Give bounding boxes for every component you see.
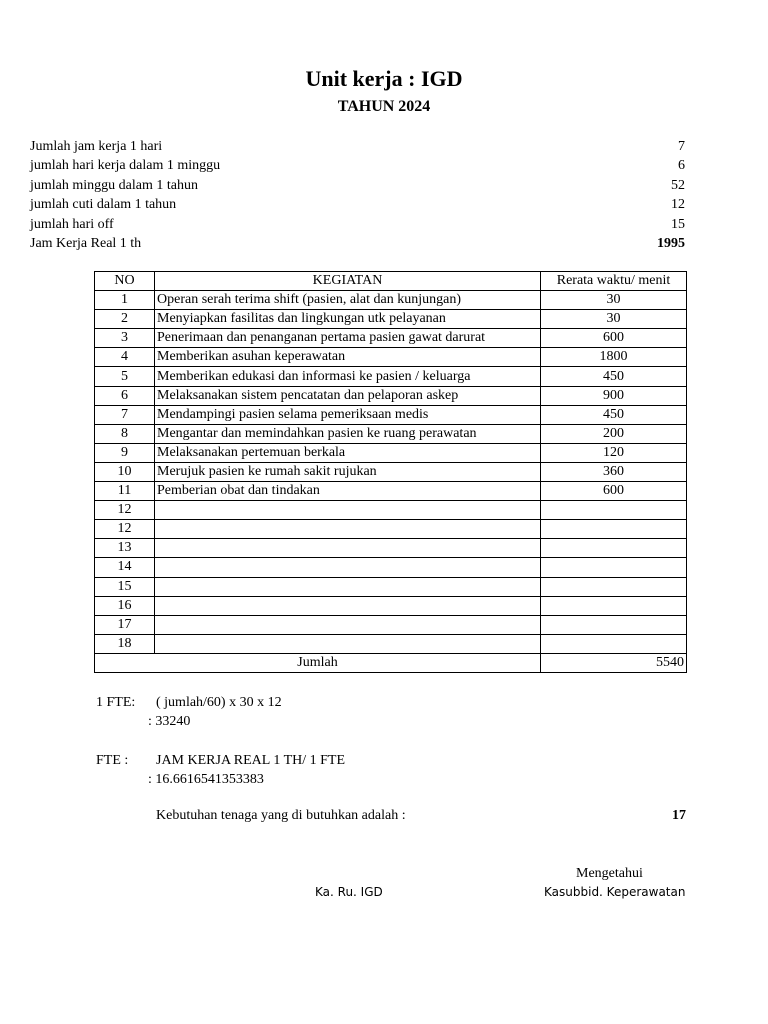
fte-calc-label: FTE : — [96, 753, 129, 768]
table-row — [95, 405, 687, 424]
row-number: 11 — [95, 482, 155, 501]
row-rerata: 30 — [541, 291, 687, 310]
column-header-rerata: Rerata waktu/ menit — [541, 272, 687, 291]
signature-left-title: Ka. Ru. IGD — [315, 885, 383, 899]
row-rerata — [541, 596, 687, 615]
param-row — [30, 156, 685, 175]
table-row — [95, 501, 687, 520]
row-kegiatan — [155, 615, 541, 634]
row-number: 18 — [95, 634, 155, 653]
table-row — [95, 367, 687, 386]
param-row — [30, 176, 685, 195]
row-rerata — [541, 539, 687, 558]
fte-definition — [96, 693, 596, 731]
row-number: 2 — [95, 310, 155, 329]
table-total-row — [95, 653, 687, 672]
table-row — [95, 462, 687, 481]
row-rerata: 360 — [541, 462, 687, 481]
row-number: 8 — [95, 424, 155, 443]
row-rerata — [541, 520, 687, 539]
row-rerata: 120 — [541, 443, 687, 462]
table-row — [95, 634, 687, 653]
row-rerata: 30 — [541, 310, 687, 329]
table-row — [95, 291, 687, 310]
total-value: 5540 — [541, 653, 687, 672]
row-number: 9 — [95, 443, 155, 462]
row-kegiatan: Merujuk pasien ke rumah sakit rujukan — [155, 462, 541, 481]
row-kegiatan — [155, 558, 541, 577]
table-row — [95, 520, 687, 539]
table-row — [95, 386, 687, 405]
row-kegiatan — [155, 577, 541, 596]
row-kegiatan: Melaksanakan pertemuan berkala — [155, 443, 541, 462]
table-row — [95, 577, 687, 596]
param-label: Jumlah jam kerja 1 hari — [30, 139, 163, 154]
table-row — [95, 310, 687, 329]
param-row-total — [30, 234, 685, 253]
row-rerata: 200 — [541, 424, 687, 443]
fte-result: : 33240 — [148, 714, 191, 729]
row-number: 5 — [95, 367, 155, 386]
row-number: 16 — [95, 596, 155, 615]
row-kegiatan — [155, 520, 541, 539]
parameter-list — [30, 137, 685, 253]
row-rerata: 450 — [541, 367, 687, 386]
row-number: 7 — [95, 405, 155, 424]
row-rerata — [541, 634, 687, 653]
row-rerata — [541, 615, 687, 634]
table-row — [95, 329, 687, 348]
column-header-kegiatan: KEGIATAN — [155, 272, 541, 291]
row-rerata: 600 — [541, 329, 687, 348]
param-value: 12 — [671, 197, 685, 213]
table-row — [95, 615, 687, 634]
row-kegiatan: Mendampingi pasien selama pemeriksaan medis — [155, 405, 541, 424]
fte-calc-result: : 16.6616541353383 — [148, 772, 264, 787]
row-rerata — [541, 501, 687, 520]
row-kegiatan: Melaksanakan sistem pencatatan dan pelaporan askep — [155, 386, 541, 405]
row-rerata — [541, 577, 687, 596]
row-number: 12 — [95, 520, 155, 539]
kebutuhan-summary — [156, 808, 686, 824]
table-row — [95, 443, 687, 462]
row-number: 17 — [95, 615, 155, 634]
row-kegiatan — [155, 596, 541, 615]
param-value: 52 — [671, 177, 685, 193]
table-row — [95, 596, 687, 615]
row-number: 3 — [95, 329, 155, 348]
mengetahui-label: Mengetahui — [576, 866, 643, 881]
page-subtitle: TAHUN 2024 — [337, 98, 431, 115]
param-label: jumlah cuti dalam 1 tahun — [30, 197, 177, 213]
row-rerata: 450 — [541, 405, 687, 424]
row-kegiatan: Memberikan asuhan keperawatan — [155, 348, 541, 367]
kebutuhan-label: Kebutuhan tenaga yang di butuhkan adalah : — [156, 808, 406, 823]
row-kegiatan: Menyiapkan fasilitas dan lingkungan utk pelayanan — [155, 310, 541, 329]
table-row — [95, 558, 687, 577]
table-header-row — [95, 272, 687, 291]
row-number: 12 — [95, 501, 155, 520]
table-body — [95, 291, 687, 654]
signature-right-title: Kasubbid. Keperawatan — [544, 885, 686, 899]
param-row — [30, 215, 685, 234]
param-label: jumlah hari off — [30, 216, 114, 232]
row-number: 6 — [95, 386, 155, 405]
param-value: 6 — [678, 158, 685, 174]
row-kegiatan: Mengantar dan memindahkan pasien ke ruang perawatan — [155, 424, 541, 443]
row-number: 1 — [95, 291, 155, 310]
row-kegiatan: Memberikan edukasi dan informasi ke pasien / keluarga — [155, 367, 541, 386]
param-label: jumlah minggu dalam 1 tahun — [30, 177, 198, 193]
kebutuhan-value: 17 — [672, 808, 686, 823]
param-row — [30, 137, 685, 156]
row-kegiatan: Penerimaan dan penanganan pertama pasien gawat darurat — [155, 329, 541, 348]
fte-label: 1 FTE: — [96, 695, 136, 710]
param-value: 7 — [678, 139, 685, 154]
row-rerata: 600 — [541, 482, 687, 501]
fte-formula: ( jumlah/60) x 30 x 12 — [156, 695, 282, 710]
row-number: 10 — [95, 462, 155, 481]
row-kegiatan — [155, 539, 541, 558]
column-header-no: NO — [95, 272, 155, 291]
row-number: 4 — [95, 348, 155, 367]
param-value: 15 — [671, 216, 685, 232]
row-number: 13 — [95, 539, 155, 558]
row-kegiatan: Pemberian obat dan tindakan — [155, 482, 541, 501]
row-number: 14 — [95, 558, 155, 577]
table-row — [95, 482, 687, 501]
fte-calculation — [96, 751, 596, 789]
fte-calc-formula: JAM KERJA REAL 1 TH/ 1 FTE — [156, 753, 346, 768]
table-row — [95, 424, 687, 443]
param-row — [30, 195, 685, 214]
total-label: Jumlah — [95, 653, 541, 672]
param-value: 1995 — [657, 235, 685, 251]
param-label: jumlah hari kerja dalam 1 minggu — [30, 158, 221, 174]
row-number: 15 — [95, 577, 155, 596]
table-row — [95, 539, 687, 558]
row-kegiatan: Operan serah terima shift (pasien, alat dan kunjungan) — [155, 291, 541, 310]
param-label: Jam Kerja Real 1 th — [30, 235, 142, 251]
kegiatan-table — [94, 271, 687, 673]
row-rerata — [541, 558, 687, 577]
table-row — [95, 348, 687, 367]
row-kegiatan — [155, 634, 541, 653]
row-rerata: 1800 — [541, 348, 687, 367]
row-rerata: 900 — [541, 386, 687, 405]
page-title: Unit kerja : IGD — [305, 66, 463, 91]
row-kegiatan — [155, 501, 541, 520]
